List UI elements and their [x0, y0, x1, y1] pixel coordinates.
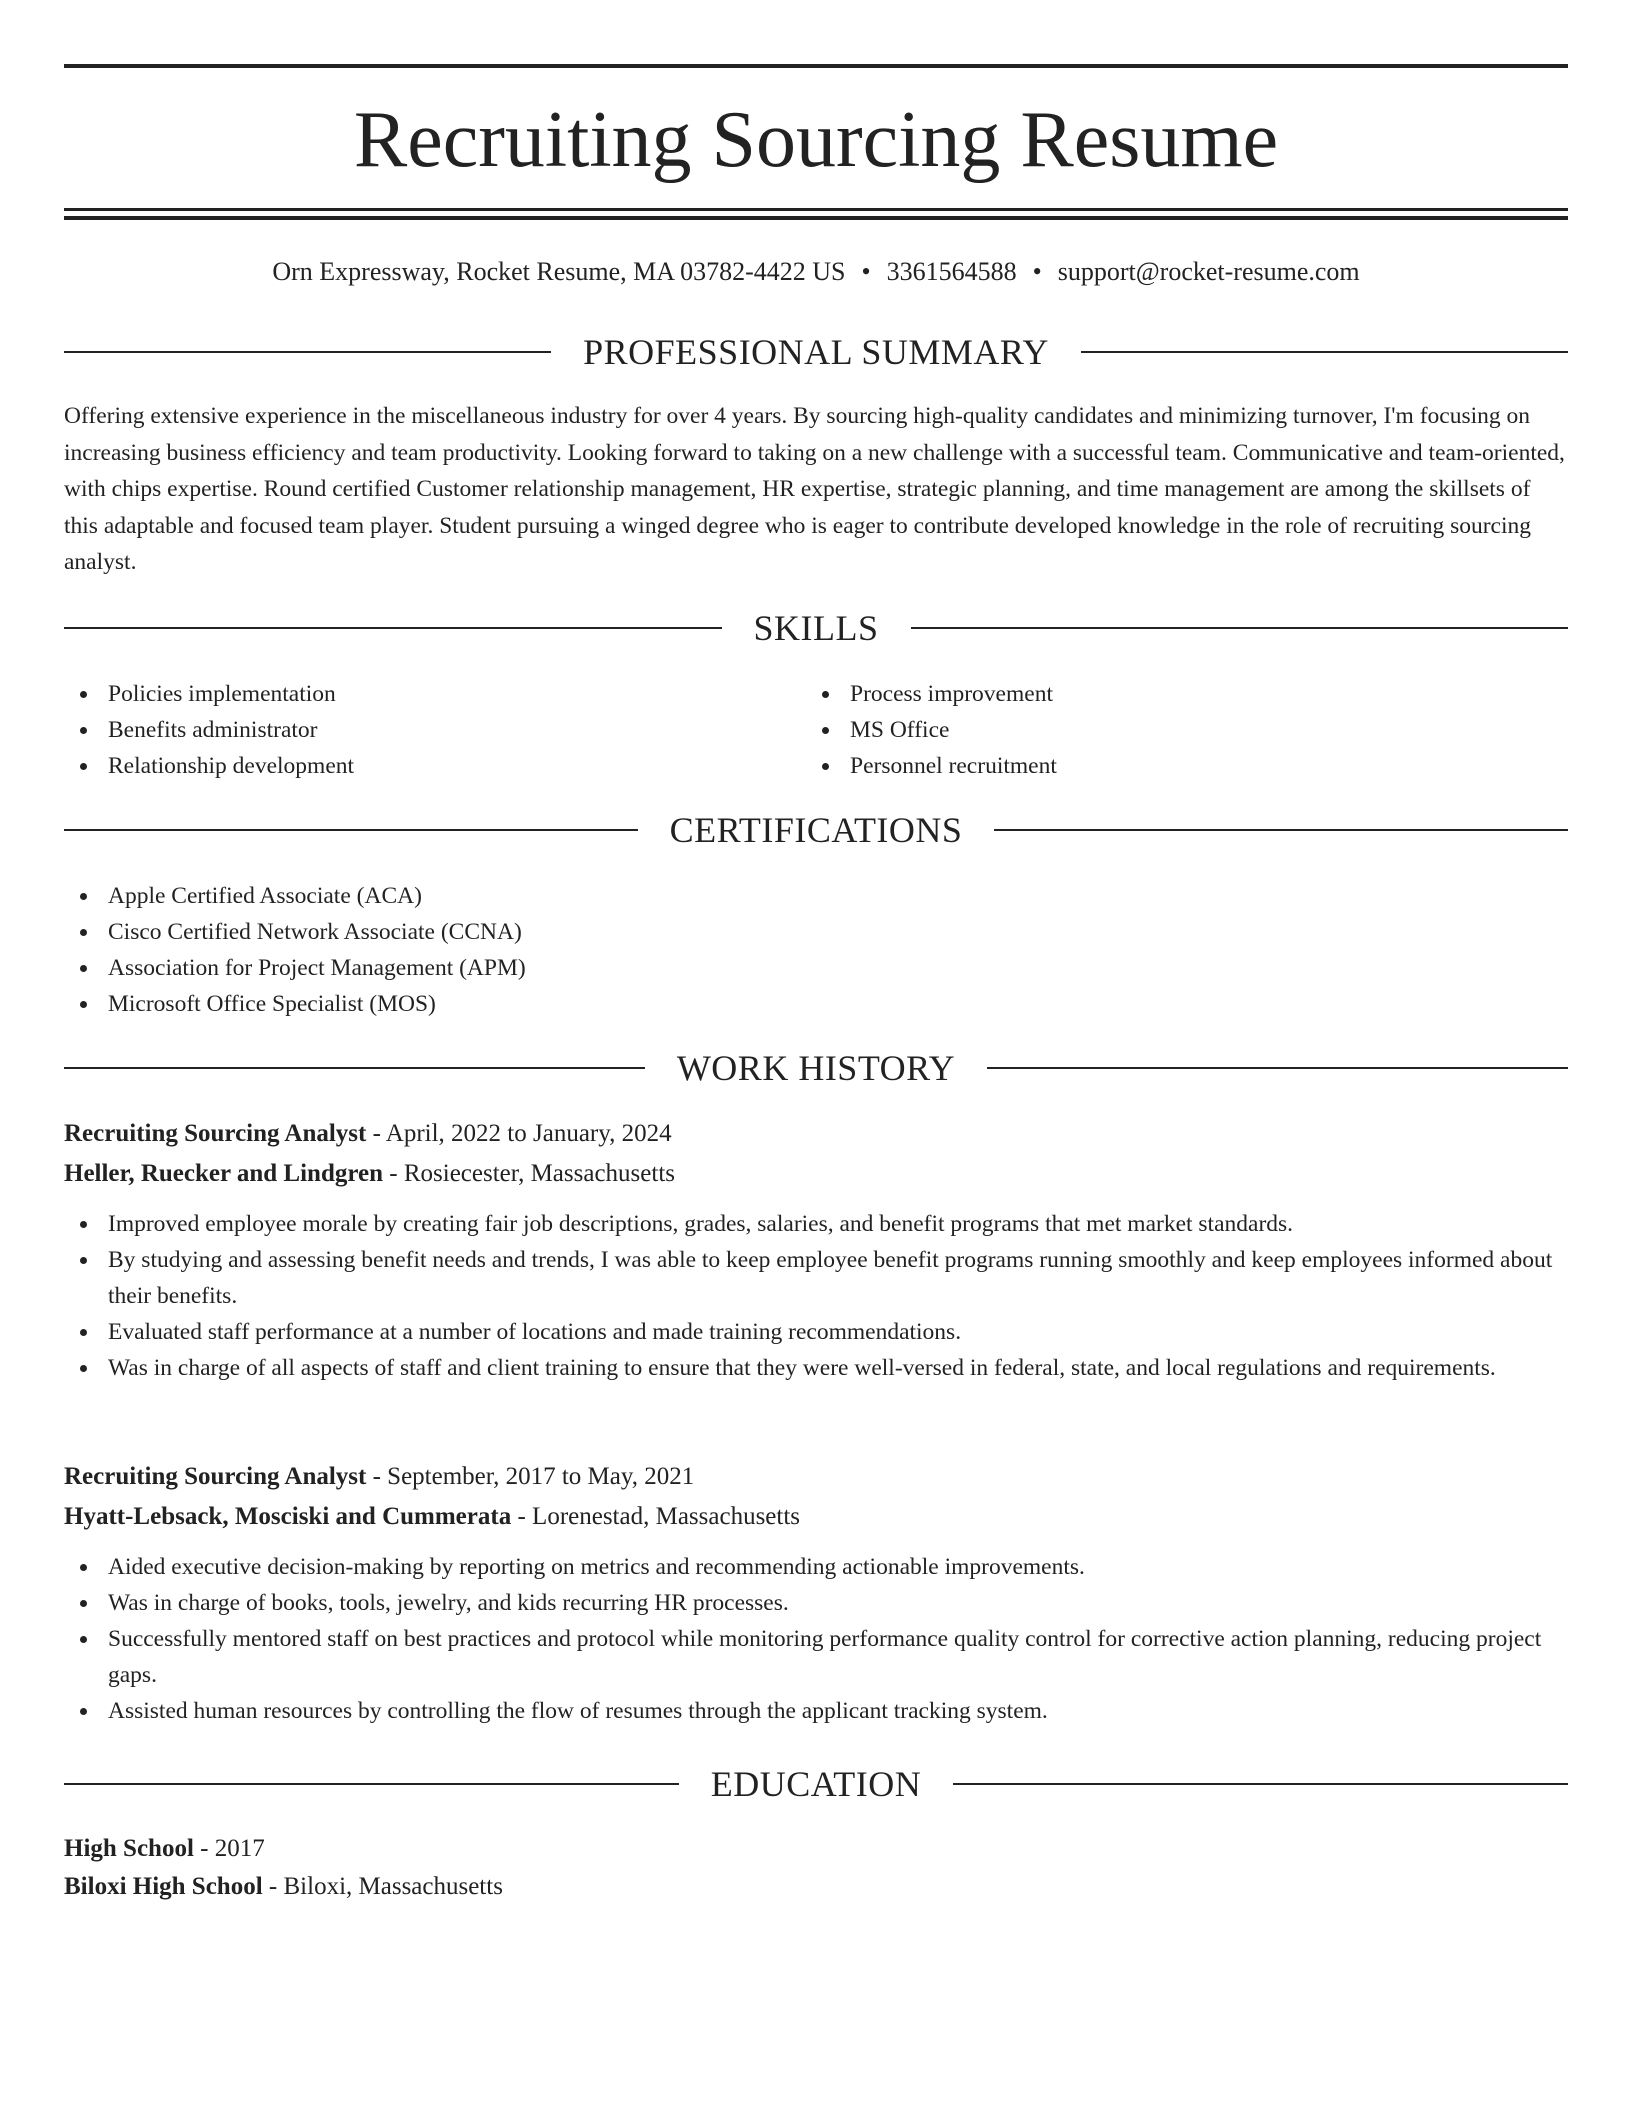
contact-separator: •: [1032, 257, 1042, 286]
job-bullet: Was in charge of books, tools, jewelry, and kids recurring HR processes.: [64, 1585, 1568, 1621]
job-bullets: [64, 1206, 1568, 1386]
contact-address: Orn Expressway, Rocket Resume, MA 03782-4422 US: [272, 257, 846, 286]
job-title-line: [64, 1114, 1568, 1154]
education-year: - 2017: [193, 1835, 265, 1862]
certifications-list: [64, 878, 1568, 1022]
skills-heading: SKILLS: [753, 608, 879, 648]
education-heading: EDUCATION: [710, 1764, 922, 1804]
contact-separator: •: [861, 257, 871, 286]
certifications-heading: CERTIFICATIONS: [669, 810, 963, 850]
contact-email: support@rocket-resume.com: [1057, 257, 1360, 286]
job-entry: [64, 1114, 1568, 1386]
skill-item: Benefits administrator: [64, 712, 806, 748]
section-divider: [64, 1783, 679, 1785]
job-bullet: Aided executive decision-making by reporting on metrics and recommending actionable improvements.: [64, 1549, 1568, 1585]
job-bullet: By studying and assessing benefit needs and trends, I was able to keep employee benefit programs running smoothly and keep employees informed about their benefits.: [64, 1242, 1568, 1314]
education-section-header: [64, 1762, 1568, 1806]
skills-column-right: [806, 676, 1548, 784]
contact-phone: 3361564588: [886, 257, 1017, 286]
skill-item: Policies implementation: [64, 676, 806, 712]
education-school-line: [64, 1868, 1568, 1906]
certifications-section-header: [64, 808, 1568, 852]
section-divider: [987, 1067, 1568, 1069]
education-degree-line: [64, 1830, 1568, 1868]
section-divider: [64, 1067, 645, 1069]
job-location: - Rosiecester, Massachusetts: [383, 1160, 675, 1187]
job-company-line: [64, 1497, 1568, 1537]
job-location: - Lorenestad, Massachusetts: [511, 1503, 801, 1530]
skills-column-left: [64, 676, 806, 784]
education-location: - Biloxi, Massachusetts: [262, 1873, 503, 1900]
job-bullet: Was in charge of all aspects of staff and client training to ensure that they were well-versed in federal, state, and local regulations and requirements.: [64, 1350, 1568, 1386]
certification-item: Apple Certified Associate (ACA): [64, 878, 1568, 914]
title-double-rule: [64, 208, 1568, 220]
summary-heading: PROFESSIONAL SUMMARY: [583, 332, 1049, 372]
section-divider: [994, 829, 1568, 831]
job-company: Heller, Ruecker and Lindgren: [64, 1160, 384, 1187]
skill-item: MS Office: [806, 712, 1548, 748]
skill-item: Process improvement: [806, 676, 1548, 712]
section-divider: [64, 627, 722, 629]
job-title: Recruiting Sourcing Analyst: [64, 1463, 367, 1490]
job-bullet: Improved employee morale by creating fair job descriptions, grades, salaries, and benefit programs that met market standards.: [64, 1206, 1568, 1242]
section-divider: [911, 627, 1569, 629]
education-school: Biloxi High School: [64, 1873, 263, 1900]
skills-list: [64, 676, 1568, 784]
page-title: Recruiting Sourcing Resume: [353, 96, 1279, 184]
work-heading: WORK HISTORY: [676, 1048, 956, 1088]
skill-item: Personnel recruitment: [806, 748, 1548, 784]
education-degree: High School: [64, 1835, 194, 1862]
education-entry: [64, 1830, 1568, 1906]
job-company-line: [64, 1154, 1568, 1194]
contact-line: [64, 256, 1568, 288]
skill-item: Relationship development: [64, 748, 806, 784]
job-bullets: [64, 1549, 1568, 1729]
job-dates: - September, 2017 to May, 2021: [366, 1463, 695, 1490]
skills-section-header: [64, 606, 1568, 650]
section-divider: [1081, 351, 1568, 353]
job-bullet: Successfully mentored staff on best practices and protocol while monitoring performance quality control for corrective action planning, reducing project gaps.: [64, 1621, 1568, 1693]
top-rule: [64, 64, 1568, 68]
job-dates: - April, 2022 to January, 2024: [366, 1120, 672, 1147]
job-company: Hyatt-Lebsack, Mosciski and Cummerata: [64, 1503, 512, 1530]
section-divider: [64, 351, 551, 353]
job-bullet: Evaluated staff performance at a number of locations and made training recommendations.: [64, 1314, 1568, 1350]
certification-item: Microsoft Office Specialist (MOS): [64, 986, 1568, 1022]
section-divider: [953, 1783, 1568, 1785]
certification-item: Association for Project Management (APM): [64, 950, 1568, 986]
job-title-line: [64, 1457, 1568, 1497]
job-entry: [64, 1457, 1568, 1729]
job-bullet: Assisted human resources by controlling the flow of resumes through the applicant tracking system.: [64, 1693, 1568, 1729]
work-section-header: [64, 1046, 1568, 1090]
summary-text: Offering extensive experience in the miscellaneous industry for over 4 years. By sourcing high-quality candidates and minimizing turnover, I'm focusing on increasing business efficiency and team productivity. Looking forward to taking on a new challenge with a successful team. Communicative and team-oriented, with chips expertise. Round certified Customer relationship management, HR expertise, strategic planning, and time management are among the skillsets of this adaptable and focused team player. Student pursuing a winged degree who is eager to contribute developed knowledge in the role of recruiting sourcing analyst.: [64, 403, 1565, 575]
summary-section-header: [64, 330, 1568, 374]
job-title: Recruiting Sourcing Analyst: [64, 1120, 367, 1147]
section-divider: [64, 829, 638, 831]
certification-item: Cisco Certified Network Associate (CCNA): [64, 914, 1568, 950]
